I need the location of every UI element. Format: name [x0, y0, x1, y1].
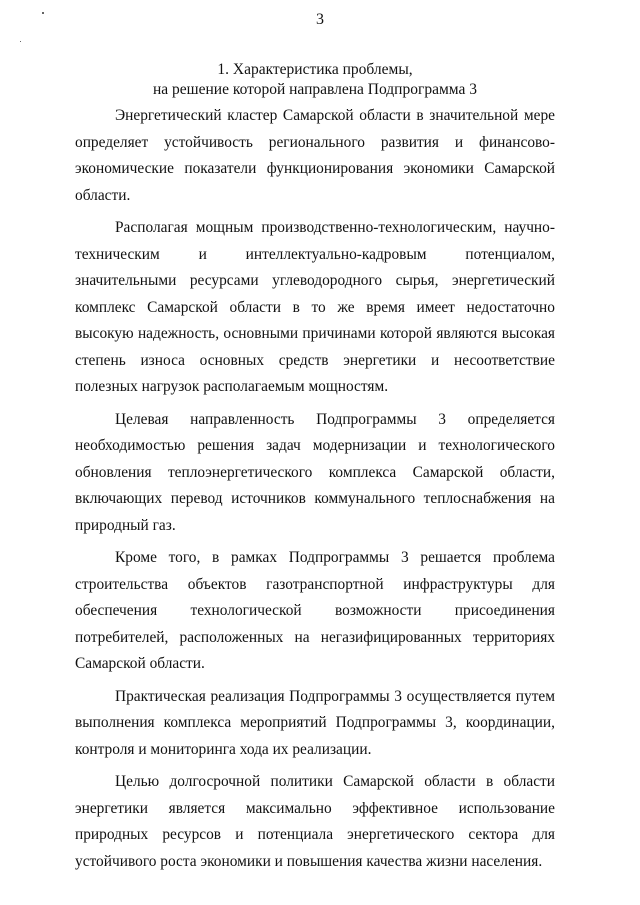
scan-speck [20, 41, 21, 42]
paragraph: Целевая направленность Подпрограммы 3 определяется необходимостью решения задач модернизации и технологического обновления теплоэнергетического комплекса Самарской области, включающих перевод источников коммунального теплоснабжения на природный газ. [75, 410, 555, 534]
page-number: 3 [316, 11, 324, 28]
paragraph: Целью долгосрочной политики Самарской области в области энергетики является максимально эффективное использование природных ресурсов и потенциала энергетического сектора для устойчивого роста экономики и повышения качества жизни населения. [75, 773, 555, 870]
paragraph: Располагая мощным производственно-технологическим, научно-техническим и интеллектуально-кадровым потенциалом, значительными ресурсами углеводородного сырья, энергетический комплекс Самарской области в то же время имеет недостаточно высокую надежность, основными причинами которой являются высокая степень износа основных средств энергетики и несоответствие полезных нагрузок располагаемым мощностям. [75, 219, 555, 395]
paragraph: Кроме того, в рамках Подпрограммы 3 решается проблема строительства объектов газотранспортной инфраструктуры для обеспечения технологической возможности присоединения потребителей, расположенных на негазифицированных территориях Самарской области. [75, 549, 555, 672]
document-body [75, 103, 555, 881]
paragraph: Практическая реализация Подпрограммы 3 осуществляется путем выполнения комплекса мероприятий Подпрограммы 3, координации, контроля и мониторинга хода их реализации. [75, 687, 555, 758]
section-heading-line-2: на решение которой направлена Подпрограмма 3 [153, 81, 477, 98]
section-heading-line-1: 1. Характеристика проблемы, [217, 61, 413, 78]
paragraph: Энергетический кластер Самарской области в значительной мере определяет устойчивость регионального развития и финансово-экономические показатели функционирования экономики Самарской области. [75, 107, 555, 204]
section-heading [75, 60, 555, 100]
